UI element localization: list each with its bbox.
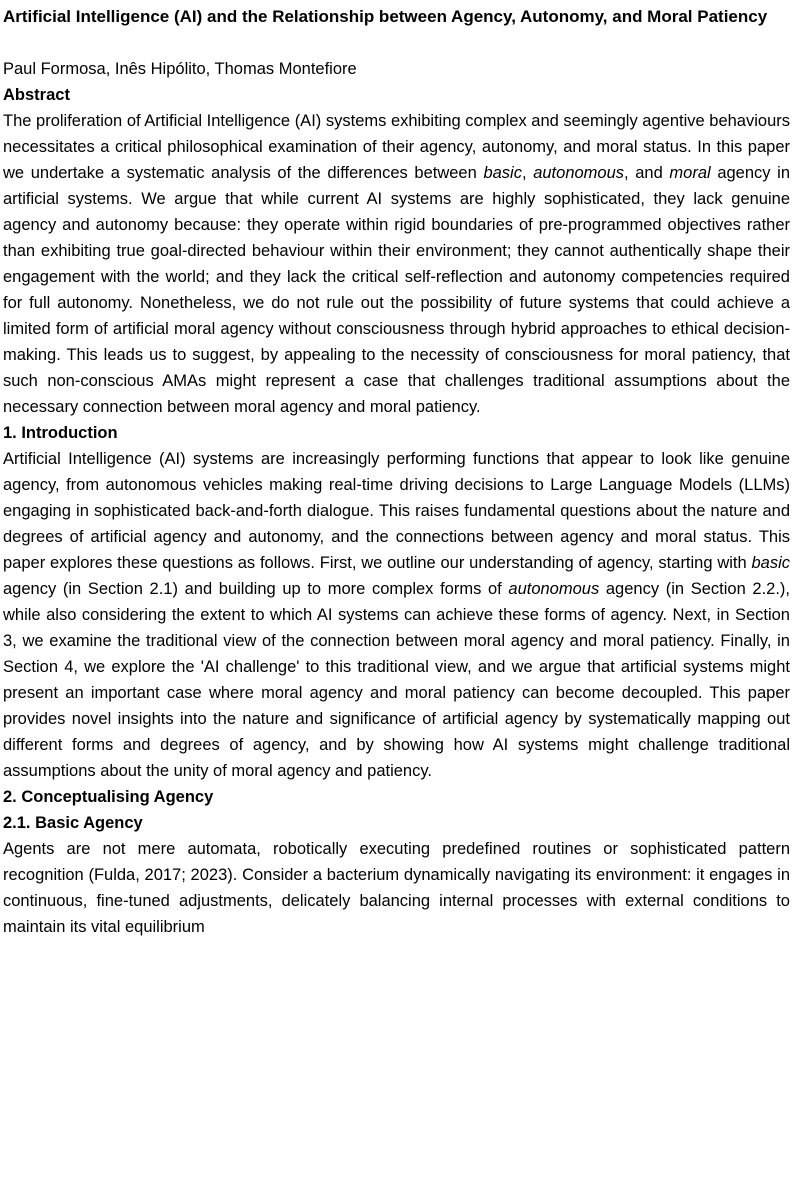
abstract-text-segment: , bbox=[521, 164, 534, 182]
abstract-heading: Abstract bbox=[3, 86, 70, 104]
abstract-emphasis-autonomous: autonomous bbox=[533, 164, 625, 182]
introduction-emphasis-autonomous: autonomous bbox=[508, 580, 600, 598]
paper-title: Artificial Intelligence (AI) and the Relationship between Agency, Autonomy, and Moral Patiency bbox=[3, 7, 768, 26]
introduction-heading: 1. Introduction bbox=[3, 424, 118, 442]
section-2-1-paragraph: Agents are not mere automata, robotically executing predefined routines or sophisticated pattern recognition (Fulda, 2017; 2023). Consider a bacterium dynamically navigating its environment: it engages in continuous, fine-tuned adjustments, delicately balancing internal processes with external conditions to maintain its vital equilibrium bbox=[3, 840, 790, 936]
abstract-emphasis-basic: basic bbox=[483, 164, 522, 182]
introduction-text-segment: agency (in Section 2.2.), while also considering the extent to which AI systems can achieve these forms of agency. Next, in Section 3, we examine the traditional view of the connection between moral agency and moral patiency. Finally, in Section 4, we explore the 'AI challenge' to this traditional view, and we argue that artificial systems might present an important case where moral agency and moral patiency can become decoupled. This paper provides novel insights into the nature and significance of artificial agency by systematically mapping out different forms and degrees of agency, and by showing how AI systems might challenge traditional assumptions about the unity of moral agency and patiency. bbox=[3, 580, 790, 780]
author-list: Paul Formosa, Inês Hipólito, Thomas Montefiore bbox=[3, 60, 357, 78]
introduction-text-segment: agency (in Section 2.1) and building up to more complex forms of bbox=[3, 580, 509, 598]
abstract-text-segment: agency in artificial systems. We argue that while current AI systems are highly sophisticated, they lack genuine agency and autonomy because: they operate within rigid boundaries of pre-programmed objectives rather than exhibiting true goal-directed behaviour within their environment; they cannot authentically shape their engagement with the world; and they lack the critical self-reflection and autonomy competencies required for full autonomy. Nonetheless, we do not rule out the possibility of future systems that could achieve a limited form of artificial moral agency without consciousness through hybrid approaches to ethical decision-making. This leads us to suggest, by appealing to the necessity of consciousness for moral patiency, that such non-conscious AMAs might represent a case that challenges traditional assumptions about the necessary connection between moral agency and moral patiency. bbox=[3, 164, 791, 416]
abstract-text-segment: The proliferation of Artificial Intelligence (AI) systems exhibiting complex and seemingly agentive behaviours necessitates a critical philosophical examination of their agency, autonomy, and moral status. In this paper we undertake a systematic analysis of the differences between bbox=[3, 112, 790, 182]
paper-page bbox=[3, 1, 790, 940]
section-2-heading: 2. Conceptualising Agency bbox=[3, 788, 214, 806]
abstract-text-segment: , and bbox=[624, 164, 670, 182]
introduction-emphasis-basic: basic bbox=[751, 554, 790, 572]
abstract-emphasis-moral: moral bbox=[669, 164, 711, 182]
introduction-paragraph bbox=[3, 446, 790, 784]
section-2-1-heading: 2.1. Basic Agency bbox=[3, 814, 143, 832]
abstract-paragraph bbox=[3, 108, 790, 420]
introduction-text-segment: Artificial Intelligence (AI) systems are increasingly performing functions that appear to look like genuine agency, from autonomous vehicles making real-time driving decisions to Large Language Models (LLMs) engaging in sophisticated back-and-forth dialogue. This raises fundamental questions about the nature and degrees of artificial agency and autonomy, and the connections between agency and moral status. This paper explores these questions as follows. First, we outline our understanding of agency, starting with bbox=[3, 450, 790, 572]
